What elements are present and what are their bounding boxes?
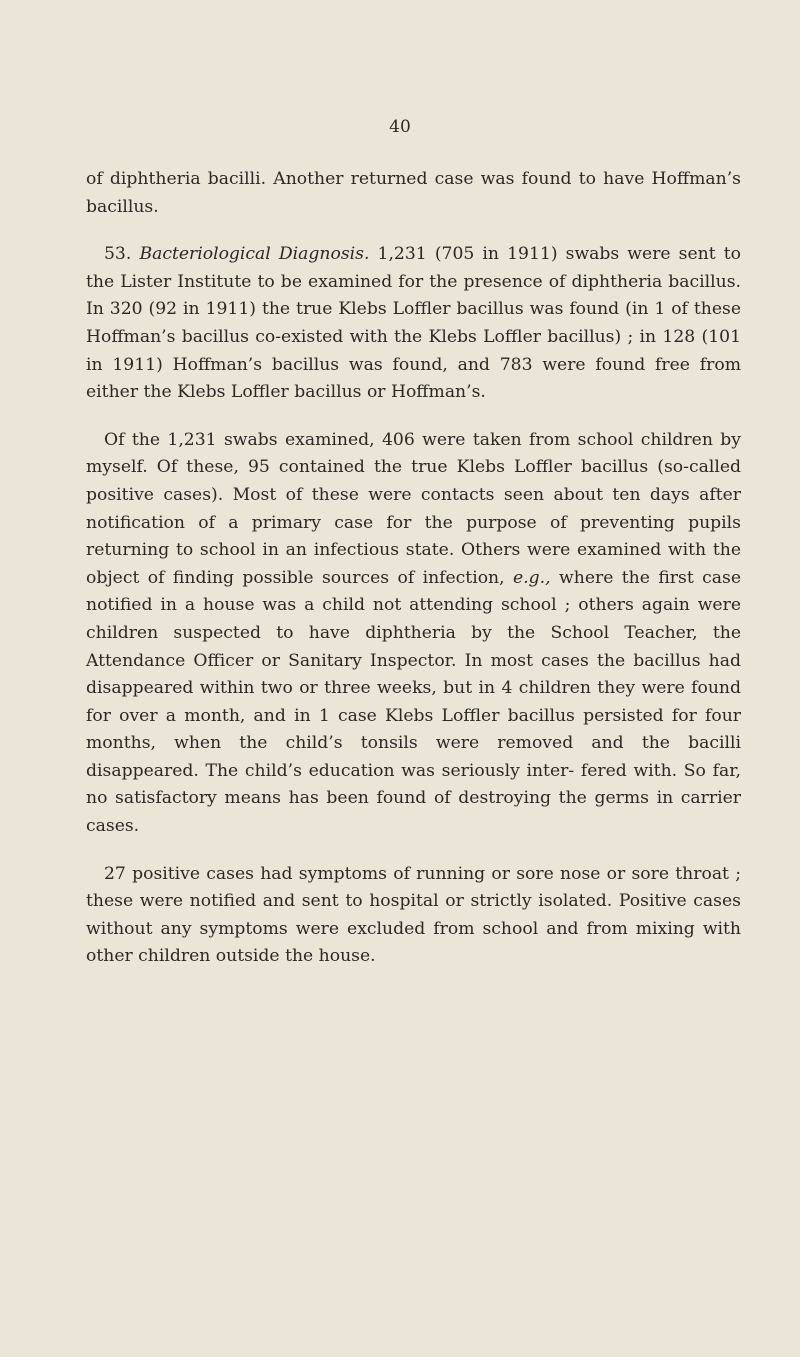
- eg-abbreviation: e.g.,: [513, 567, 551, 588]
- section-heading: Bacteriological Diagnosis.: [139, 244, 370, 265]
- section-body: 1,231 (705 in 1911) swabs were sent to the Lister Institute to be examined for the presence of diphtheria bacillus. In 320 (92 in 1911) the true Klebs Loffler bacillus was found (in 1 of these Hoffman’s bacillus co-existed with the Klebs Loffler bacillus) ; in 128 (101 in 1911) Hoffman’s bacillus was found, and 783 were found free from either the Klebs Loffler bacillus or Hoffman’s.: [86, 244, 741, 403]
- body-text: [86, 166, 741, 971]
- paragraph-text-a: Of the 1,231 swabs examined, 406 were taken from school children by myself. Of these, 95 contained the true Klebs Loffler bacillus (so-called positive cases). Most of these were contacts seen about ten days after notification of a primary case for the purpose of preventing pupils returning to school in an infectious state. Others were examined with the object of finding possible sources of infection,: [86, 429, 741, 588]
- section-number: 53.: [104, 244, 132, 265]
- paragraph-swabs-examined: [86, 427, 741, 841]
- page-number: 40: [389, 117, 411, 137]
- paragraph-bacteriological-diagnosis: [86, 241, 741, 407]
- paragraph-continuation: of diphtheria bacilli. Another returned case was found to have Hoffman’s bacillus.: [86, 169, 741, 217]
- paragraph-positive-cases: 27 positive cases had symptoms of running or sore nose or sore throat ; these were notified and sent to hospital or strictly isolated. Positive cases without any symptoms were excluded from school and from mixing with other children outside the house.: [86, 863, 741, 967]
- paragraph-text-b: where the first case notified in a house was a child not attending school ; others again were children suspected to have diphtheria by the School Teacher, the Attendance Officer or Sanitary Inspector. In most cases the bacillus had disappeared within two or three weeks, but in 4 children they were found for over a month, and in 1 case Klebs Loffler bacillus persisted for four months, when the child’s tonsils were removed and the bacilli disappeared. The child’s education was seriously inter- fered with. So far, no satisfactory means has been found of destroying the germs in carrier cases.: [86, 567, 742, 837]
